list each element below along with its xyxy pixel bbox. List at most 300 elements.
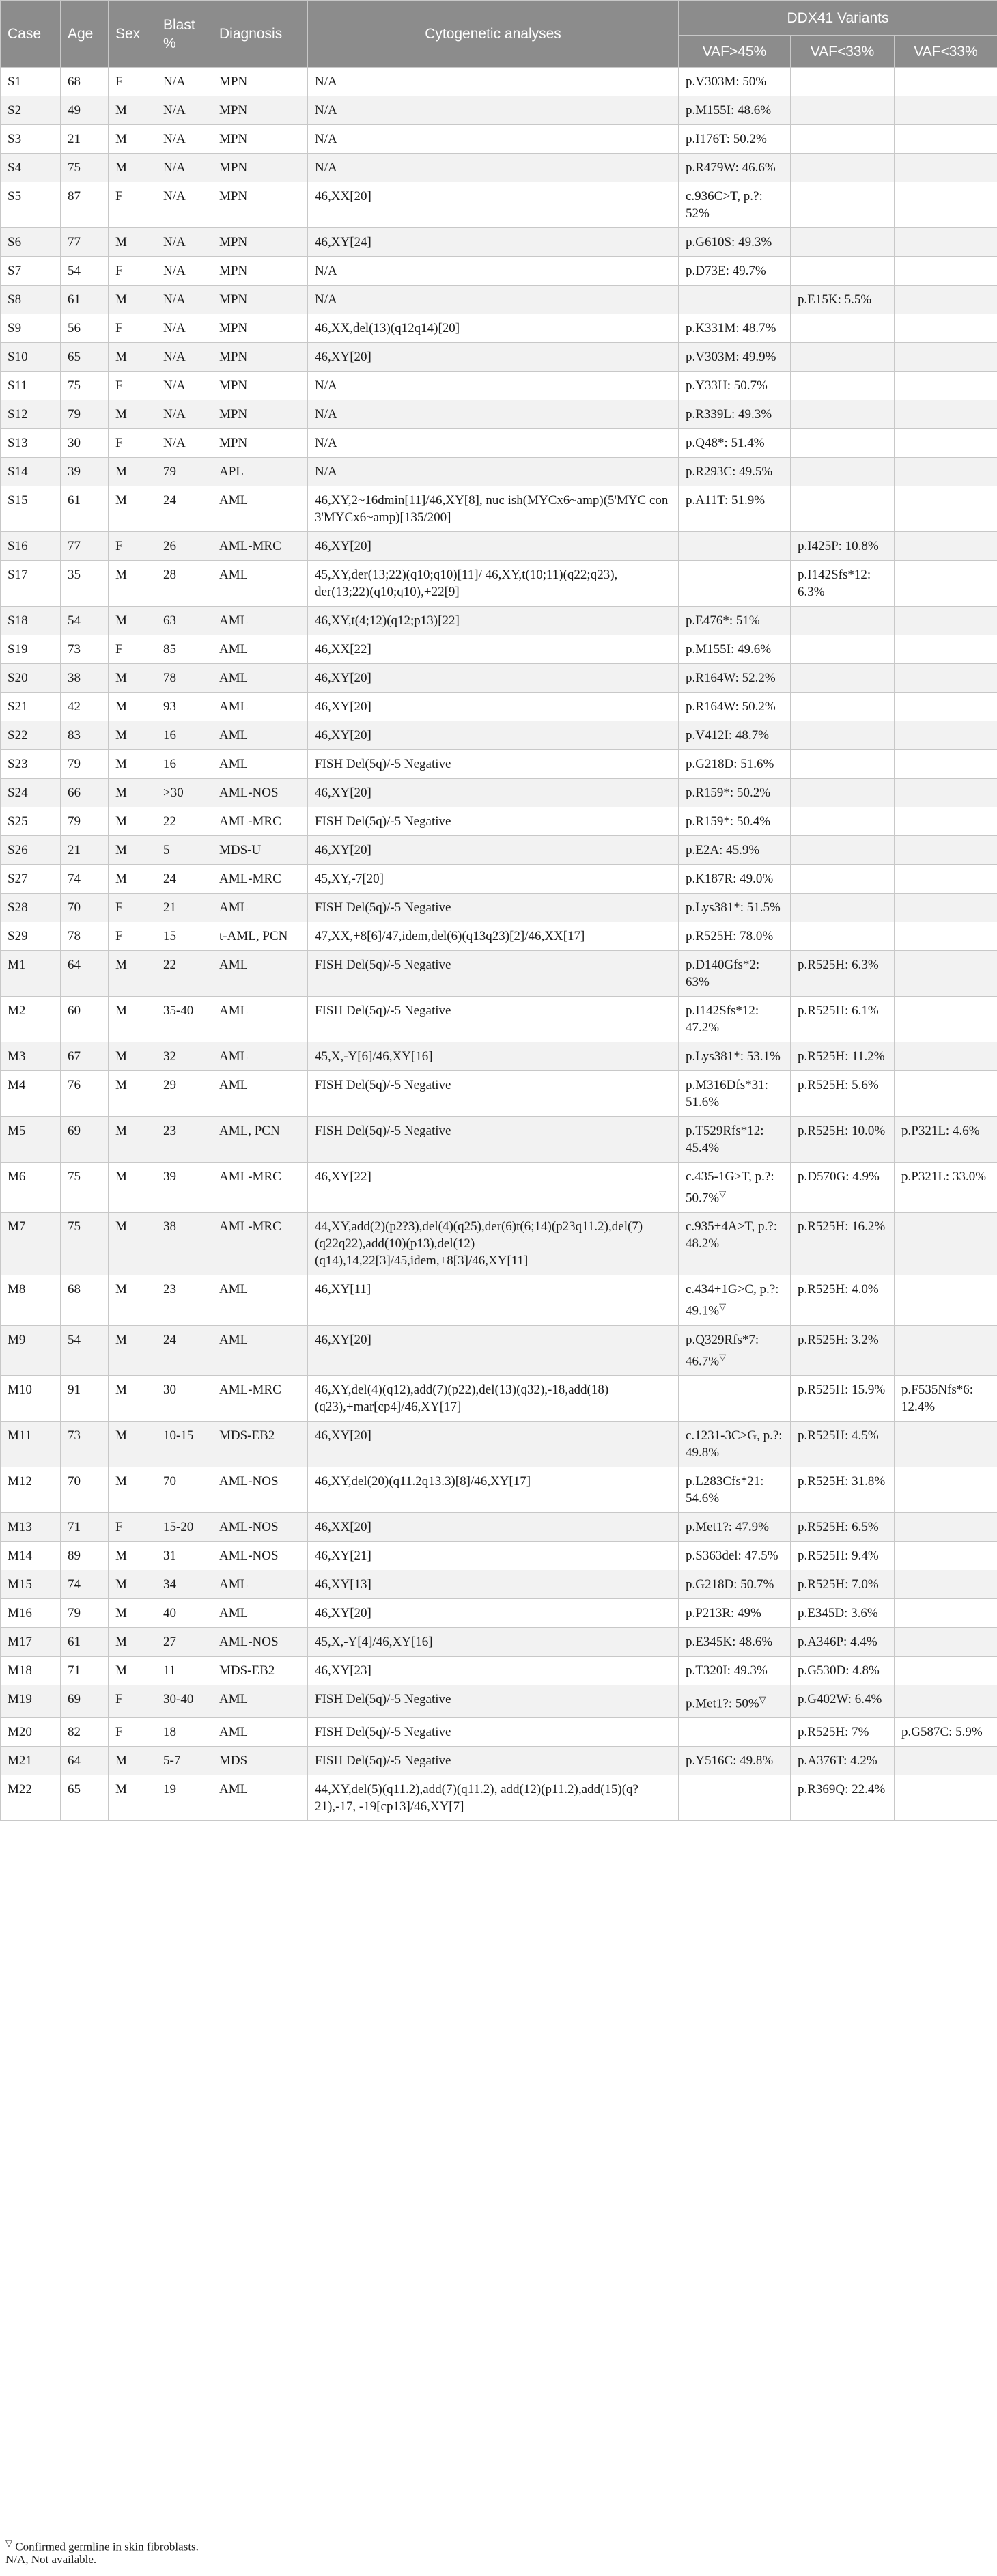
cell-case xyxy=(1,607,61,635)
cell-sex-text: M xyxy=(115,1577,127,1592)
cell-case-text: M1 xyxy=(8,958,26,972)
cell-vaf-high xyxy=(679,68,791,96)
cell-vaf-low-1-text: p.R525H: 15.9% xyxy=(798,1382,886,1397)
cell-age xyxy=(61,1375,109,1421)
cell-sex xyxy=(109,1570,156,1598)
cell-case-text: M15 xyxy=(8,1577,32,1592)
cell-cytogenetics-text: 45,XY,der(13;22)(q10;q10)[11]/ 46,XY,t(10;11)(q22;q23), der(13;22)(q10;q10),+22[9] xyxy=(315,568,618,599)
cell-vaf-high-text: p.R159*: 50.2% xyxy=(686,786,771,800)
cell-sex-text: M xyxy=(115,757,127,771)
cell-sex-text: F xyxy=(115,1691,123,1706)
cell-vaf-low-1 xyxy=(791,693,895,721)
cell-vaf-low-1-text: p.I142Sfs*12: 6.3% xyxy=(798,568,871,599)
cell-age xyxy=(61,286,109,314)
cell-blast-text: 22 xyxy=(163,958,176,972)
cell-diagnosis xyxy=(212,1213,308,1275)
cell-diagnosis xyxy=(212,1325,308,1375)
header-diagnosis: Diagnosis xyxy=(212,1,308,68)
cell-age xyxy=(61,750,109,779)
cell-blast xyxy=(156,257,212,286)
cell-cytogenetics-text: 46,XX[20] xyxy=(315,189,371,204)
cell-age xyxy=(61,1275,109,1325)
cell-vaf-high-text: c.435-1G>T, p.?: 50.7% xyxy=(686,1169,774,1206)
cell-sex xyxy=(109,721,156,750)
cell-diagnosis-text: AML xyxy=(219,613,249,628)
cell-age-text: 21 xyxy=(68,843,81,857)
cell-sex xyxy=(109,532,156,561)
cell-case xyxy=(1,997,61,1042)
table-row xyxy=(1,429,997,458)
cell-vaf-low-1 xyxy=(791,779,895,807)
table-row xyxy=(1,1598,997,1627)
cell-vaf-low-2 xyxy=(895,154,997,182)
cell-cytogenetics-text: 46,XY,2~16dmin[11]/46,XY[8], nuc ish(MYCx6~amp)(5'MYC con 3'MYCx6~amp)[135/200] xyxy=(315,493,669,525)
cell-diagnosis xyxy=(212,561,308,607)
cell-vaf-low-2 xyxy=(895,1541,997,1570)
cell-sex-text: F xyxy=(115,539,123,553)
cell-sex-text: M xyxy=(115,235,127,249)
cell-vaf-low-1 xyxy=(791,1512,895,1541)
cell-vaf-high xyxy=(679,1117,791,1163)
cell-blast xyxy=(156,922,212,951)
cell-case xyxy=(1,257,61,286)
cell-blast xyxy=(156,1421,212,1467)
cell-diagnosis-text: AML xyxy=(219,1282,249,1297)
cell-case xyxy=(1,458,61,486)
cell-diagnosis xyxy=(212,1775,308,1821)
cell-vaf-high xyxy=(679,1512,791,1541)
cell-blast-text: 24 xyxy=(163,493,176,508)
cell-sex-text: M xyxy=(115,1548,127,1563)
cell-diagnosis xyxy=(212,1656,308,1685)
cell-vaf-low-2 xyxy=(895,865,997,894)
cell-cytogenetics xyxy=(308,1512,679,1541)
cell-cytogenetics xyxy=(308,1656,679,1685)
cell-case xyxy=(1,532,61,561)
cell-case-text: M12 xyxy=(8,1473,32,1488)
cell-diagnosis xyxy=(212,807,308,836)
cell-diagnosis-text: AML xyxy=(219,671,249,685)
cell-vaf-low-1-text: p.D570G: 4.9% xyxy=(798,1169,880,1184)
cell-vaf-high xyxy=(679,125,791,154)
cell-diagnosis xyxy=(212,1467,308,1512)
cell-case xyxy=(1,182,61,228)
table-row xyxy=(1,154,997,182)
cell-cytogenetics-text: 46,XY,del(4)(q12),add(7)(p22),del(13)(q32),-18,add(18)(q23),+mar[cp4]/46,XY[17] xyxy=(315,1382,609,1414)
cell-case-text: S21 xyxy=(8,700,28,714)
table-row xyxy=(1,922,997,951)
cell-sex xyxy=(109,1325,156,1375)
cell-cytogenetics xyxy=(308,96,679,125)
cell-case-text: M7 xyxy=(8,1219,26,1234)
cell-blast-text: 10-15 xyxy=(163,1428,194,1443)
cell-case xyxy=(1,1421,61,1467)
cell-cytogenetics xyxy=(308,154,679,182)
cell-blast-text: 16 xyxy=(163,728,176,743)
cell-sex xyxy=(109,1421,156,1467)
table-row xyxy=(1,96,997,125)
cell-cytogenetics xyxy=(308,125,679,154)
cell-age xyxy=(61,182,109,228)
cell-vaf-high xyxy=(679,635,791,664)
cell-cytogenetics-text: 46,XY[13] xyxy=(315,1577,371,1592)
cell-age xyxy=(61,429,109,458)
cell-diagnosis-text: AML-MRC xyxy=(219,539,281,553)
cell-diagnosis xyxy=(212,1541,308,1570)
cell-blast xyxy=(156,1541,212,1570)
cell-age-text: 66 xyxy=(68,786,81,800)
table-row xyxy=(1,1375,997,1421)
cell-sex-text: F xyxy=(115,378,123,393)
cell-age-text: 21 xyxy=(68,132,81,146)
cell-vaf-low-1 xyxy=(791,894,895,922)
cell-cytogenetics-text: 46,XY[11] xyxy=(315,1282,371,1297)
cell-vaf-high xyxy=(679,693,791,721)
cell-blast xyxy=(156,1627,212,1656)
cell-case xyxy=(1,1570,61,1598)
cell-sex-text: M xyxy=(115,728,127,743)
cell-cytogenetics-text: 45,XY,-7[20] xyxy=(315,872,384,886)
cell-sex xyxy=(109,865,156,894)
cell-vaf-low-1 xyxy=(791,154,895,182)
cell-cytogenetics-text: 46,XX,del(13)(q12q14)[20] xyxy=(315,321,460,335)
cell-sex-text: M xyxy=(115,1473,127,1488)
cell-diagnosis xyxy=(212,486,308,532)
cell-case xyxy=(1,1656,61,1685)
cell-diagnosis-text: MPN xyxy=(219,407,248,421)
cell-diagnosis xyxy=(212,372,308,400)
cell-cytogenetics xyxy=(308,894,679,922)
cell-age-text: 54 xyxy=(68,613,81,628)
cell-cytogenetics-text: 44,XY,del(5)(q11.2),add(7)(q11.2), add(12)(p11.2),add(15)(q?21),-17, -19[cp13]/46,XY[7] xyxy=(315,1782,638,1814)
cell-age-text: 74 xyxy=(68,1577,81,1592)
cell-vaf-low-1-text: p.R525H: 11.2% xyxy=(798,1049,885,1064)
cell-age xyxy=(61,693,109,721)
cell-diagnosis xyxy=(212,286,308,314)
cell-sex-text: F xyxy=(115,189,123,204)
table-row xyxy=(1,458,997,486)
cell-vaf-high xyxy=(679,721,791,750)
cell-case-text: S18 xyxy=(8,613,28,628)
cell-case-text: S2 xyxy=(8,103,22,117)
cell-blast-text: 93 xyxy=(163,700,176,714)
triangle-mark-icon: ▽ xyxy=(5,2538,12,2548)
table-row xyxy=(1,1213,997,1275)
header-cytogenetics: Cytogenetic analyses xyxy=(308,1,679,68)
cell-cytogenetics xyxy=(308,372,679,400)
table-row xyxy=(1,1570,997,1598)
table-body xyxy=(1,68,997,1821)
cell-sex xyxy=(109,836,156,865)
cell-case xyxy=(1,1541,61,1570)
cell-sex-text: M xyxy=(115,1754,127,1769)
cell-blast xyxy=(156,1685,212,1717)
cell-vaf-low-2 xyxy=(895,894,997,922)
cell-vaf-low-2 xyxy=(895,125,997,154)
cell-case-text: M13 xyxy=(8,1519,32,1534)
cell-sex-text: M xyxy=(115,872,127,886)
cell-vaf-low-1-text: p.E15K: 5.5% xyxy=(798,292,872,307)
cell-blast-text: 19 xyxy=(163,1782,176,1797)
cell-vaf-high xyxy=(679,486,791,532)
cell-vaf-low-1 xyxy=(791,922,895,951)
cell-sex xyxy=(109,228,156,257)
cell-vaf-low-2 xyxy=(895,343,997,372)
cell-diagnosis-text: MPN xyxy=(219,378,248,393)
cell-age xyxy=(61,951,109,997)
cell-vaf-high xyxy=(679,1042,791,1071)
cell-diagnosis xyxy=(212,1570,308,1598)
cell-case xyxy=(1,635,61,664)
cell-case-text: S7 xyxy=(8,264,22,278)
cell-sex-text: M xyxy=(115,843,127,857)
table-row xyxy=(1,836,997,865)
cell-age xyxy=(61,1042,109,1071)
cell-age-text: 82 xyxy=(68,1725,81,1740)
cell-vaf-low-1 xyxy=(791,1421,895,1467)
cell-age xyxy=(61,635,109,664)
cell-blast xyxy=(156,807,212,836)
cell-sex xyxy=(109,635,156,664)
cell-case xyxy=(1,96,61,125)
cell-diagnosis xyxy=(212,1718,308,1747)
cell-case-text: M22 xyxy=(8,1782,32,1797)
cell-vaf-low-1-text: p.R525H: 7% xyxy=(798,1725,869,1740)
cell-sex xyxy=(109,1775,156,1821)
cell-cytogenetics-text: 46,XY[20] xyxy=(315,350,371,364)
cell-sex-text: M xyxy=(115,1782,127,1797)
cell-vaf-low-1 xyxy=(791,286,895,314)
cell-blast-text: 35-40 xyxy=(163,1003,194,1018)
cell-case-text: S25 xyxy=(8,814,28,829)
cell-blast-text: >30 xyxy=(163,786,184,800)
cell-vaf-low-1-text: p.A346P: 4.4% xyxy=(798,1634,877,1649)
cell-vaf-low-2 xyxy=(895,68,997,96)
table-row xyxy=(1,532,997,561)
cell-diagnosis-text: MPN xyxy=(219,292,248,307)
cell-age xyxy=(61,125,109,154)
cell-cytogenetics-text: N/A xyxy=(315,378,337,393)
cell-vaf-low-2 xyxy=(895,1117,997,1163)
cell-blast-text: 24 xyxy=(163,1332,176,1347)
cell-vaf-high xyxy=(679,372,791,400)
table-row xyxy=(1,1325,997,1375)
cell-age-text: 64 xyxy=(68,1754,81,1769)
cell-case xyxy=(1,922,61,951)
cell-vaf-high xyxy=(679,750,791,779)
cell-blast xyxy=(156,228,212,257)
cell-cytogenetics xyxy=(308,1213,679,1275)
cell-case xyxy=(1,1685,61,1717)
cell-cytogenetics-text: N/A xyxy=(315,264,337,278)
cell-vaf-low-1 xyxy=(791,1541,895,1570)
cell-blast-text: 85 xyxy=(163,642,176,656)
cell-blast-text: N/A xyxy=(163,350,186,364)
cell-vaf-high xyxy=(679,807,791,836)
cell-age-text: 42 xyxy=(68,700,81,714)
cell-case xyxy=(1,343,61,372)
cell-sex-text: M xyxy=(115,1219,127,1234)
cell-diagnosis-text: AML xyxy=(219,1332,249,1347)
cell-sex-text: F xyxy=(115,436,123,450)
cell-cytogenetics xyxy=(308,865,679,894)
cell-sex-text: F xyxy=(115,900,123,915)
cell-vaf-low-1 xyxy=(791,372,895,400)
cell-vaf-high-text: p.M155I: 49.6% xyxy=(686,642,772,656)
table-row xyxy=(1,1656,997,1685)
cell-diagnosis xyxy=(212,1163,308,1213)
cell-case xyxy=(1,951,61,997)
cell-vaf-low-2 xyxy=(895,664,997,693)
cell-blast-text: N/A xyxy=(163,407,186,421)
cell-diagnosis xyxy=(212,1685,308,1717)
cell-blast-text: 79 xyxy=(163,465,176,479)
cell-case xyxy=(1,372,61,400)
cell-vaf-high xyxy=(679,894,791,922)
cell-blast-text: 29 xyxy=(163,1078,176,1092)
cell-vaf-low-2 xyxy=(895,997,997,1042)
cell-age-text: 39 xyxy=(68,465,81,479)
cell-case-text: M17 xyxy=(8,1634,32,1649)
cell-cytogenetics-text: 46,XX[22] xyxy=(315,642,371,656)
cell-sex xyxy=(109,1685,156,1717)
cell-cytogenetics xyxy=(308,400,679,429)
cell-blast xyxy=(156,951,212,997)
cell-vaf-high-text: p.I176T: 50.2% xyxy=(686,132,767,146)
cell-vaf-high xyxy=(679,1747,791,1775)
table-row xyxy=(1,721,997,750)
cell-diagnosis xyxy=(212,257,308,286)
cell-vaf-low-2 xyxy=(895,1718,997,1747)
cell-vaf-high xyxy=(679,286,791,314)
cell-vaf-high xyxy=(679,228,791,257)
cell-vaf-low-2 xyxy=(895,1163,997,1213)
cell-case-text: S11 xyxy=(8,378,27,393)
cell-blast-text: N/A xyxy=(163,74,186,89)
cell-blast-text: 30 xyxy=(163,1382,176,1397)
cell-age-text: 79 xyxy=(68,757,81,771)
cell-vaf-low-2 xyxy=(895,1685,997,1717)
cell-cytogenetics xyxy=(308,1325,679,1375)
cell-sex-text: M xyxy=(115,1078,127,1092)
cell-vaf-high-text: p.E476*: 51% xyxy=(686,613,760,628)
cell-age-text: 49 xyxy=(68,103,81,117)
cell-vaf-high-text: p.R479W: 46.6% xyxy=(686,161,776,175)
cell-cytogenetics xyxy=(308,1685,679,1717)
cell-cytogenetics xyxy=(308,1747,679,1775)
cell-vaf-high xyxy=(679,314,791,343)
cell-cytogenetics-text: FISH Del(5q)/-5 Negative xyxy=(315,1691,451,1706)
cell-diagnosis-text: AML xyxy=(219,1782,249,1797)
cell-diagnosis-text: AML xyxy=(219,1577,249,1592)
cell-vaf-high xyxy=(679,664,791,693)
cell-blast-text: 78 xyxy=(163,671,176,685)
cell-cytogenetics xyxy=(308,721,679,750)
cell-diagnosis-text: AML xyxy=(219,642,249,656)
cell-vaf-high-text: p.P213R: 49% xyxy=(686,1605,761,1620)
table-row xyxy=(1,1747,997,1775)
cell-case-text: S16 xyxy=(8,539,28,553)
cell-diagnosis xyxy=(212,865,308,894)
cell-blast xyxy=(156,1598,212,1627)
cell-diagnosis-text: AML-NOS xyxy=(219,1548,279,1563)
cell-vaf-low-1 xyxy=(791,721,895,750)
cell-vaf-low-1 xyxy=(791,635,895,664)
cell-age-text: 76 xyxy=(68,1078,81,1092)
table-row xyxy=(1,750,997,779)
cell-cytogenetics xyxy=(308,1421,679,1467)
cell-sex-text: M xyxy=(115,1169,127,1184)
cell-age-text: 75 xyxy=(68,1219,81,1234)
cell-cytogenetics xyxy=(308,635,679,664)
cell-sex-text: F xyxy=(115,1519,123,1534)
cell-sex xyxy=(109,1163,156,1213)
cell-vaf-low-1 xyxy=(791,1042,895,1071)
cell-case-text: S9 xyxy=(8,321,22,335)
cell-case-text: S12 xyxy=(8,407,28,421)
cell-age-text: 77 xyxy=(68,539,81,553)
cell-sex xyxy=(109,922,156,951)
cell-vaf-low-1 xyxy=(791,607,895,635)
cell-age-text: 65 xyxy=(68,350,81,364)
cell-case xyxy=(1,664,61,693)
cell-sex xyxy=(109,343,156,372)
cell-vaf-low-1 xyxy=(791,343,895,372)
cell-case xyxy=(1,1512,61,1541)
cell-blast xyxy=(156,664,212,693)
cell-age xyxy=(61,1163,109,1213)
cell-age-text: 75 xyxy=(68,378,81,393)
cell-sex xyxy=(109,68,156,96)
cell-vaf-high-text: p.R164W: 50.2% xyxy=(686,700,776,714)
cell-cytogenetics-text: FISH Del(5q)/-5 Negative xyxy=(315,1078,451,1092)
cell-cytogenetics-text: N/A xyxy=(315,103,337,117)
cell-diagnosis xyxy=(212,607,308,635)
cell-age-text: 68 xyxy=(68,74,81,89)
cell-case xyxy=(1,779,61,807)
cell-sex-text: M xyxy=(115,1663,127,1678)
cell-vaf-high xyxy=(679,1375,791,1421)
cell-vaf-low-2 xyxy=(895,1570,997,1598)
cell-vaf-high xyxy=(679,1570,791,1598)
cell-vaf-high xyxy=(679,1213,791,1275)
cell-vaf-high xyxy=(679,458,791,486)
cell-case-text: M20 xyxy=(8,1725,32,1740)
cell-vaf-high xyxy=(679,1598,791,1627)
cell-vaf-high xyxy=(679,607,791,635)
cell-diagnosis xyxy=(212,1275,308,1325)
cell-case xyxy=(1,1467,61,1512)
cell-blast xyxy=(156,343,212,372)
table-row xyxy=(1,635,997,664)
cell-vaf-high-text: p.L283Cfs*21: 54.6% xyxy=(686,1473,764,1506)
cell-cytogenetics-text: 47,XX,+8[6]/47,idem,del(6)(q13q23)[2]/46,XX[17] xyxy=(315,929,585,943)
cell-cytogenetics xyxy=(308,1775,679,1821)
table-row xyxy=(1,314,997,343)
cell-blast xyxy=(156,372,212,400)
cell-sex xyxy=(109,1541,156,1570)
cell-diagnosis-text: AML-MRC xyxy=(219,1169,281,1184)
cell-case xyxy=(1,1163,61,1213)
cell-vaf-high-text: p.G218D: 51.6% xyxy=(686,757,774,771)
cell-vaf-low-2 xyxy=(895,951,997,997)
cell-vaf-high-text: p.Met1?: 50% xyxy=(686,1696,759,1711)
cell-vaf-low-2 xyxy=(895,1375,997,1421)
cell-age-text: 71 xyxy=(68,1519,81,1534)
cell-cytogenetics xyxy=(308,951,679,997)
cell-blast-text: 40 xyxy=(163,1605,176,1620)
cell-vaf-low-1-text: p.R525H: 4.5% xyxy=(798,1428,879,1443)
